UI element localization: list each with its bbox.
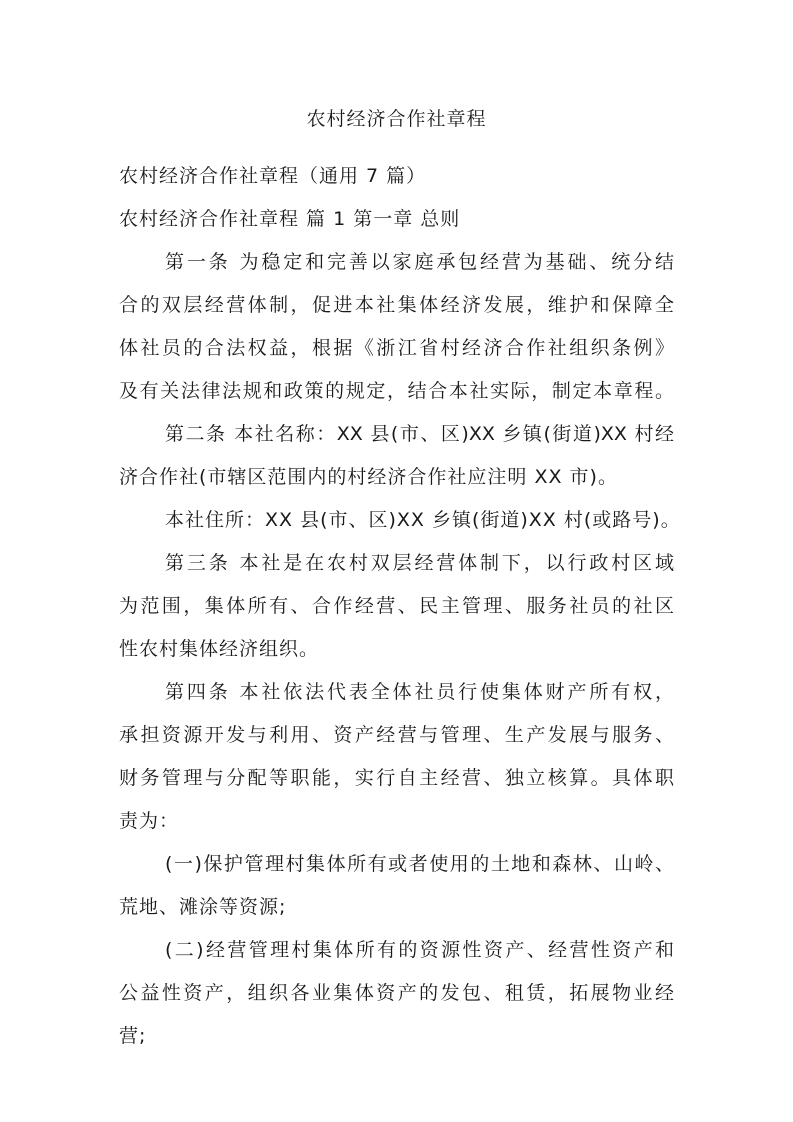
paragraph-line: 第一条 为稳定和完善以家庭承包经营为基础、统分结 — [165, 251, 674, 273]
paragraph-line: (二)经营管理村集体所有的资源性资产、经营性资产和 — [165, 939, 674, 961]
paragraph-line: 为范围，集体所有、合作经营、民主管理、服务社员的社区 — [119, 595, 674, 617]
paragraph-line: 财务管理与分配等职能，实行自主经营、独立核算。具体职 — [119, 767, 674, 789]
paragraph-line: 承担资源开发与利用、资产经营与管理、生产发展与服务、 — [119, 724, 674, 746]
paragraph-line: 体社员的合法权益，根据《浙江省村经济合作社组织条例》 — [119, 337, 674, 359]
document-subtitle: 农村经济合作社章程（通用 7 篇） — [119, 165, 427, 187]
paragraph-line: (一)保护管理村集体所有或者使用的土地和森林、山岭、 — [165, 853, 674, 875]
paragraph-line: 公益性资产，组织各业集体资产的发包、租赁，拓展物业经 — [119, 982, 674, 1004]
chapter-heading: 农村经济合作社章程 篇 1 第一章 总则 — [119, 208, 461, 230]
paragraph-line: 第四条 本社依法代表全体社员行使集体财产所有权， — [165, 681, 674, 703]
paragraph-line: 本社住所：XX 县(市、区)XX 乡镇(街道)XX 村(或路号)。 — [165, 509, 681, 531]
paragraph-line: 合的双层经营体制，促进本社集体经济发展，维护和保障全 — [119, 294, 674, 316]
paragraph-line: 第二条 本社名称：XX 县(市、区)XX 乡镇(街道)XX 村经 — [165, 423, 674, 445]
paragraph-line: 济合作社(市辖区范围内的村经济合作社应注明 XX 市)。 — [119, 466, 618, 488]
document-title: 农村经济合作社章程 — [306, 108, 487, 130]
paragraph-line: 营; — [119, 1025, 147, 1047]
paragraph-line: 责为： — [119, 810, 180, 832]
paragraph-line: 荒地、滩涂等资源; — [119, 896, 287, 918]
paragraph-line: 性农村集体经济组织。 — [119, 638, 320, 660]
paragraph-line: 及有关法律法规和政策的规定，结合本社实际，制定本章程。 — [119, 380, 674, 402]
paragraph-line: 第三条 本社是在农村双层经营体制下，以行政村区域 — [165, 552, 674, 574]
